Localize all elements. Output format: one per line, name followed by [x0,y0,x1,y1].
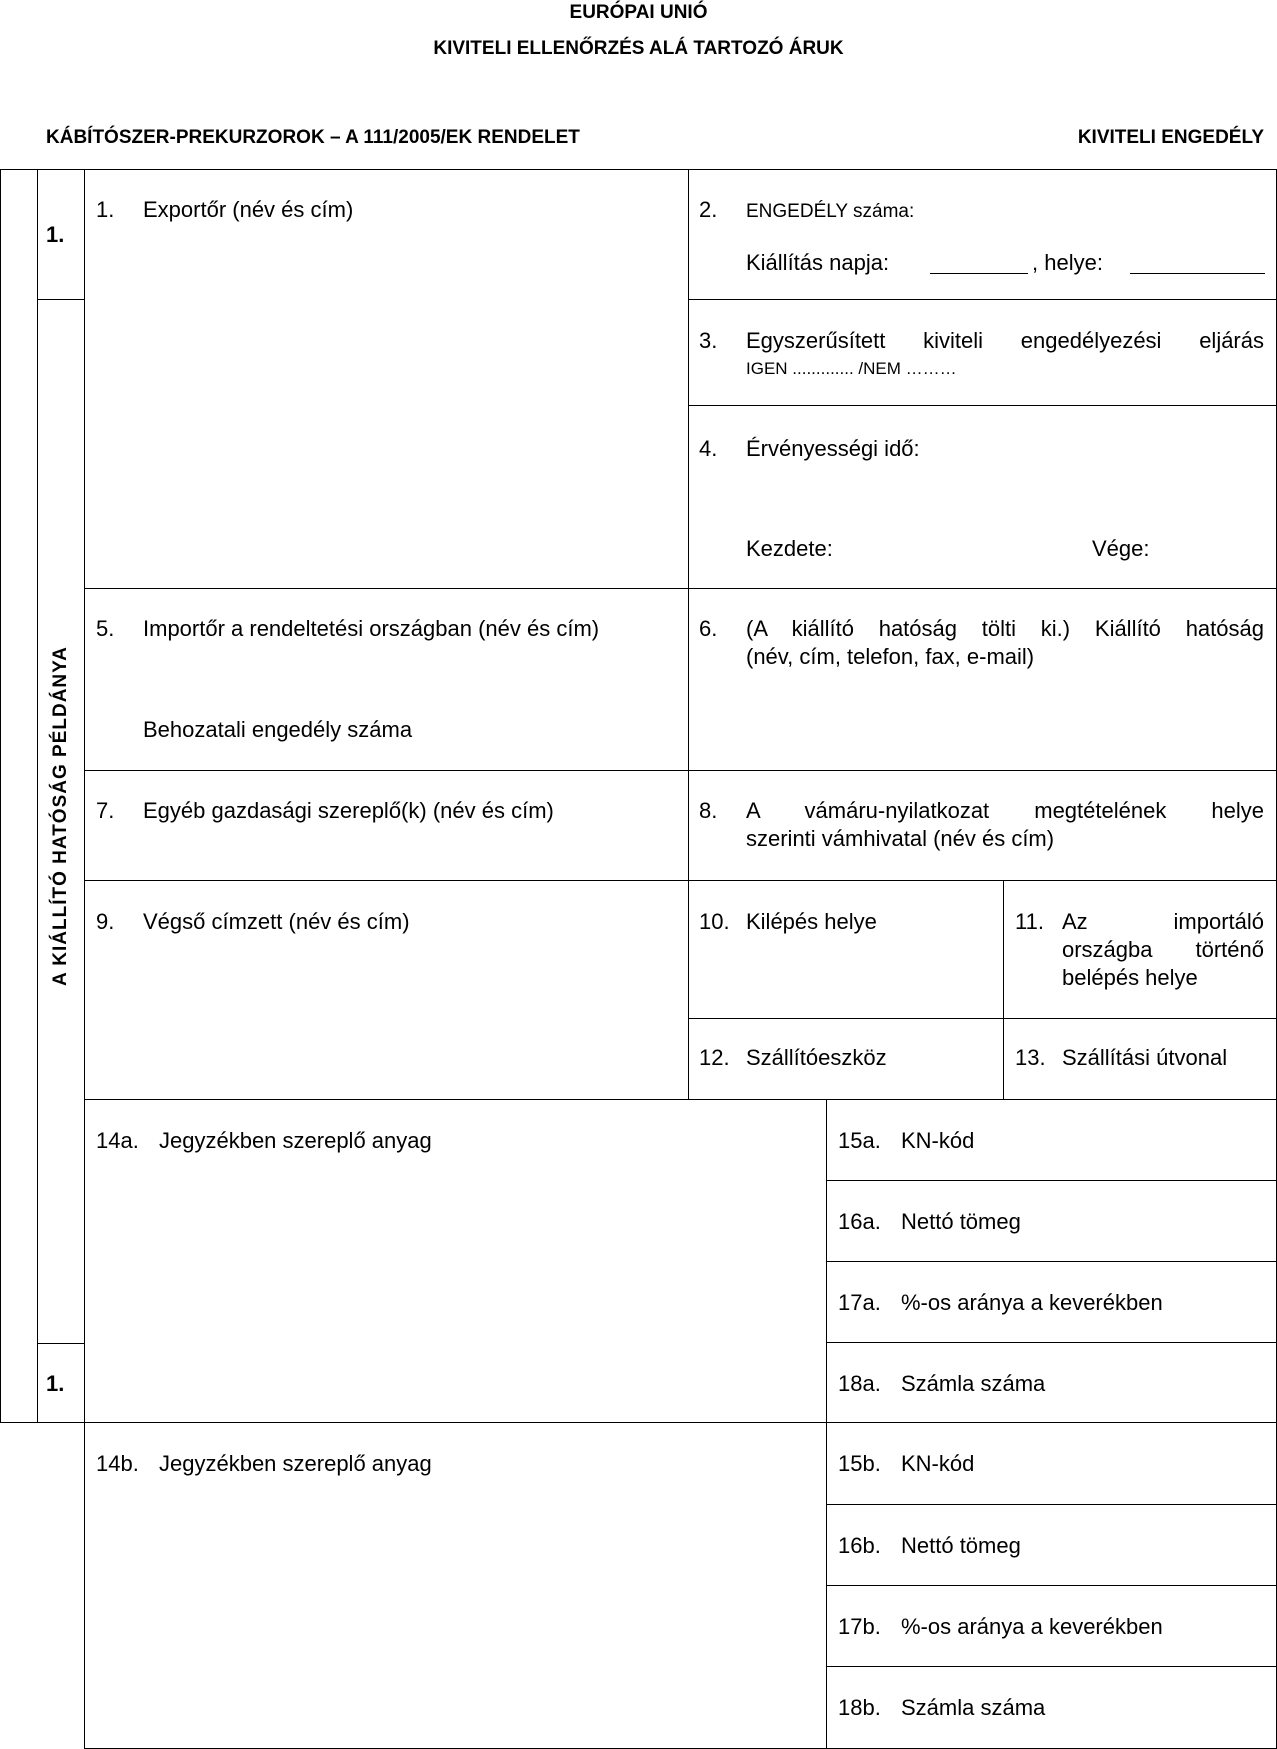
field-1-label: Exportőr (név és cím) [143,197,354,222]
field-7-label: Egyéb gazdasági szereplő(k) (név és cím) [143,798,554,823]
field-15b-number: 15b. [838,1451,881,1476]
field-15b-label: KN-kód [901,1451,975,1476]
field-2-number: 2. [699,197,718,222]
field-8-label-line2: szerinti vámhivatal (név és cím) [746,826,1055,851]
field-4-number: 4. [699,436,718,461]
field-5-label: Importőr a rendeltetési országban (név és cím) [143,616,600,641]
field-3-label-line2: IGEN ............. /NEM ……… [746,359,957,378]
field-10-number: 10. [699,909,730,934]
field-11-label-line3: belépés helye [1062,965,1198,990]
field-14b-number: 14b. [96,1451,139,1476]
field-17a-label: %-os aránya a keverékben [901,1290,1163,1315]
field-3-label-line1: Egyszerűsített kiviteli engedélyezési eljárás [746,328,1264,353]
field-2-place-label: , helye: [1032,250,1103,275]
field-18a-label: Számla száma [901,1371,1046,1396]
field-17b-label: %-os aránya a keverékben [901,1614,1163,1639]
field-2-place-line[interactable] [1130,253,1265,274]
field-18b-label: Számla száma [901,1695,1046,1720]
field-18a-number: 18a. [838,1371,881,1396]
field-14a-label: Jegyzékben szereplő anyag [159,1128,432,1153]
field-12-label: Szállítóeszköz [746,1045,887,1070]
field-12-number: 12. [699,1045,730,1070]
header-right: KIVITELI ENGEDÉLY [1077,127,1264,148]
field-5-sub: Behozatali engedély száma [143,717,413,742]
field-16b-number: 16b. [838,1533,881,1558]
header-line2: KIVITELI ELLENŐRZÉS ALÁ TARTOZÓ ÁRUK [433,38,844,59]
field-13-label: Szállítási útvonal [1062,1045,1228,1070]
field-2-label: ENGEDÉLY száma: [746,201,915,222]
field-5-number: 5. [96,616,115,641]
field-13-number: 13. [1015,1045,1046,1070]
field-15a-number: 15a. [838,1128,881,1153]
field-4-end: Vége: [1092,536,1150,561]
header-line1: EURÓPAI UNIÓ [569,2,708,23]
field-16a-number: 16a. [838,1209,881,1234]
copy-number-bottom: 1. [46,1371,65,1396]
field-11-label-line2: országba történő [1062,937,1264,962]
field-6-label-line2: (név, cím, telefon, fax, e-mail) [746,644,1035,669]
header-left: KÁBÍTÓSZER-PREKURZOROK – A 111/2005/EK RENDELET [46,127,580,148]
field-8-label-line1: A vámáru-nyilatkozat megtételének helye [746,798,1264,823]
field-9-label: Végső címzett (név és cím) [143,909,410,934]
field-17b-number: 17b. [838,1614,881,1639]
field-18b-number: 18b. [838,1695,881,1720]
field-3-number: 3. [699,328,718,353]
field-10-label: Kilépés helye [746,909,877,934]
field-2-date-label: Kiállítás napja: [746,250,890,275]
field-7-number: 7. [96,798,115,823]
field-14b-label: Jegyzékben szereplő anyag [159,1451,432,1476]
field-9-number: 9. [96,909,115,934]
field-11-number: 11. [1015,909,1044,934]
field-6-label-line1: (A kiállító hatóság tölti ki.) Kiállító hatóság [746,616,1264,641]
field-4-start: Kezdete: [746,536,833,561]
field-16a-label: Nettó tömeg [901,1209,1021,1234]
field-17a-number: 17a. [838,1290,881,1315]
field-2-date-line[interactable] [930,253,1028,274]
field-8-number: 8. [699,798,718,823]
field-15a-label: KN-kód [901,1128,975,1153]
field-11-label-line1: Az importáló [1062,909,1264,934]
vertical-copy-label: A KIÁLLÍTÓ HATÓSÁG PÉLDÁNYA [50,646,71,986]
field-4-label: Érvényességi idő: [746,436,920,461]
field-1-number: 1. [96,197,115,222]
copy-number-top: 1. [46,222,65,247]
field-6-number: 6. [699,616,718,641]
field-14a-number: 14a. [96,1128,139,1153]
field-16b-label: Nettó tömeg [901,1533,1021,1558]
